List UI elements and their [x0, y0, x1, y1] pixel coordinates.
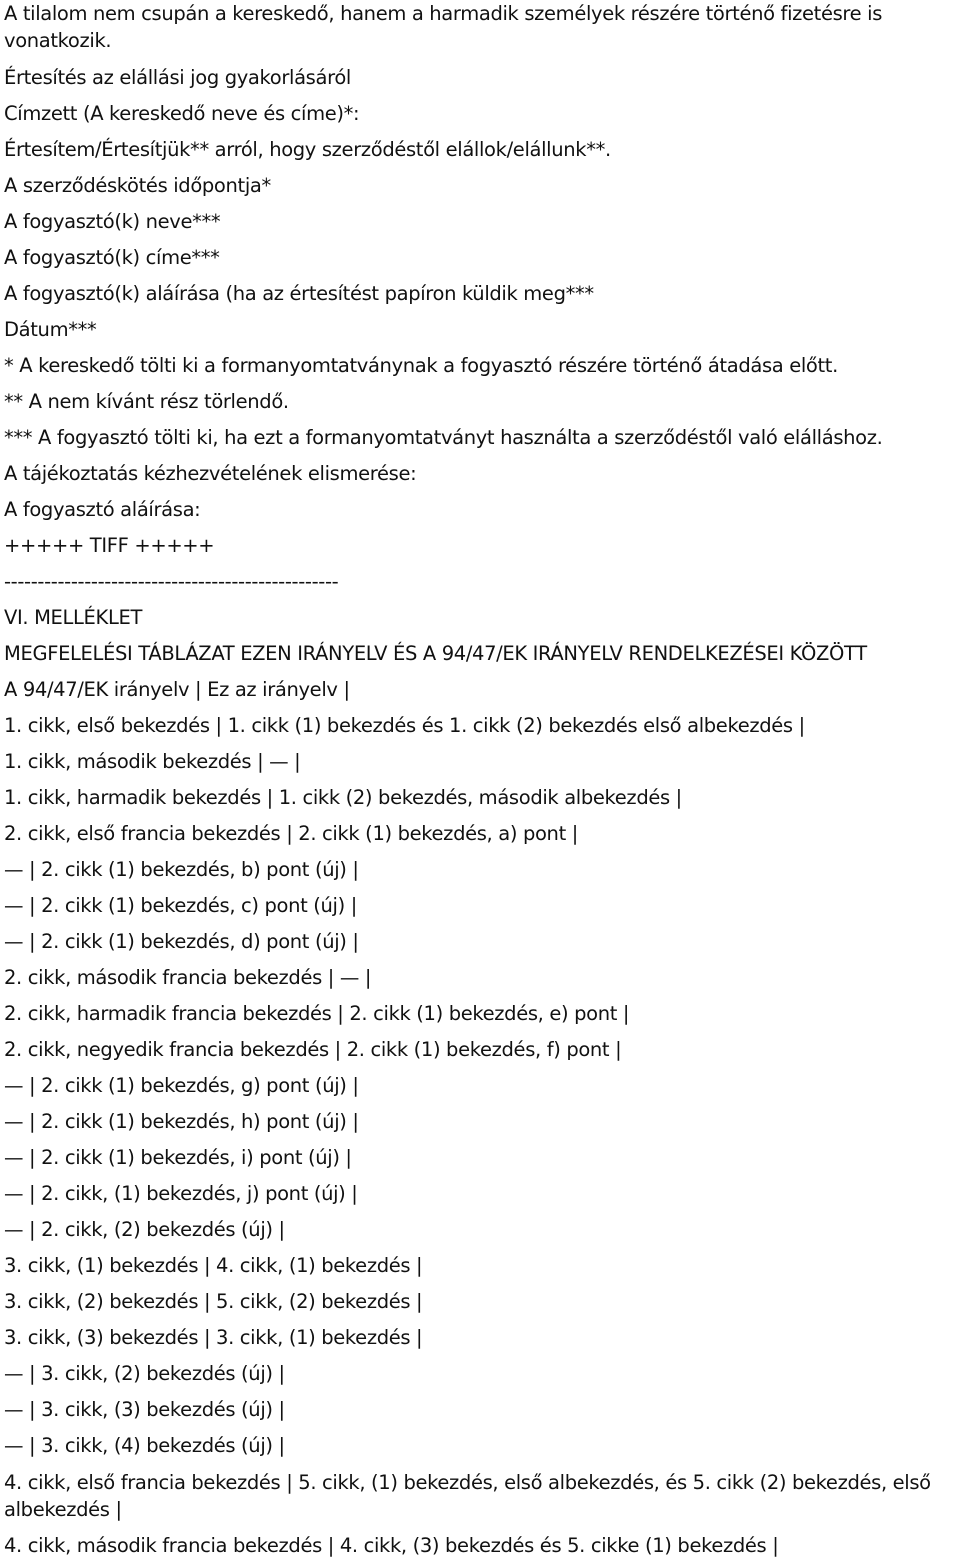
correlation-table-title: MEGFELELÉSI TÁBLÁZAT EZEN IRÁNYELV ÉS A 94/47/EK IRÁNYELV RENDELKEZÉSEI KÖZÖTT [4, 642, 867, 665]
consumer-signature-label: A fogyasztó aláírása: [4, 498, 201, 521]
footnote-3: *** A fogyasztó tölti ki, ha ezt a formanyomtatványt használta a szerződéstől való elálláshoz. [4, 426, 883, 449]
table-row: — | 2. cikk, (2) bekezdés (új) | [4, 1218, 285, 1241]
table-row: 1. cikk, első bekezdés | 1. cikk (1) bekezdés és 1. cikk (2) bekezdés első albekezdés | [4, 714, 805, 737]
consumer-name-line: A fogyasztó(k) neve*** [4, 210, 221, 233]
table-row: 2. cikk, harmadik francia bekezdés | 2. cikk (1) bekezdés, e) pont | [4, 1002, 630, 1025]
recipient-line: Címzett (A kereskedő neve és címe)*: [4, 102, 360, 125]
table-row: — | 3. cikk, (4) bekezdés (új) | [4, 1434, 285, 1457]
date-line: Dátum*** [4, 318, 97, 341]
intro-paragraph: A tilalom nem csupán a kereskedő, hanem a harmadik személyek részére történő fizetésre is vonatkozik. [4, 2, 883, 52]
footnote-2: ** A nem kívánt rész törlendő. [4, 390, 289, 413]
table-row: 2. cikk, negyedik francia bekezdés | 2. cikk (1) bekezdés, f) pont | [4, 1038, 622, 1061]
form-title: Értesítés az elállási jog gyakorlásáról [4, 66, 351, 89]
table-row: — | 2. cikk (1) bekezdés, c) pont (új) | [4, 894, 357, 917]
consumer-signature-line: A fogyasztó(k) aláírása (ha az értesítést papíron küldik meg*** [4, 282, 594, 305]
table-row: 3. cikk, (2) bekezdés | 5. cikk, (2) bekezdés | [4, 1290, 423, 1313]
table-row: — | 3. cikk, (3) bekezdés (új) | [4, 1398, 285, 1421]
notice-line: Értesítem/Értesítjük** arról, hogy szerződéstől elállok/elállunk**. [4, 138, 611, 161]
acknowledgement-line: A tájékoztatás kézhezvételének elismerése: [4, 462, 417, 485]
table-row: — | 2. cikk, (1) bekezdés, j) pont (új) | [4, 1182, 358, 1205]
table-row: — | 2. cikk (1) bekezdés, i) pont (új) | [4, 1146, 352, 1169]
table-row: 1. cikk, harmadik bekezdés | 1. cikk (2) bekezdés, második albekezdés | [4, 786, 682, 809]
table-row: 3. cikk, (1) bekezdés | 4. cikk, (1) bekezdés | [4, 1254, 423, 1277]
table-row: — | 2. cikk (1) bekezdés, g) pont (új) | [4, 1074, 359, 1097]
table-row: — | 3. cikk, (2) bekezdés (új) | [4, 1362, 285, 1385]
table-row: 4. cikk, első francia bekezdés | 5. cikk, (1) bekezdés, első albekezdés, és 5. cikk (2) bekezdés, első albekezdés | [4, 1471, 931, 1521]
table-row: 1. cikk, második bekezdés | — | [4, 750, 301, 773]
separator-line: -------------------------------------------------- [4, 570, 339, 593]
annex-heading: VI. MELLÉKLET [4, 606, 143, 629]
table-row: — | 2. cikk (1) bekezdés, h) pont (új) | [4, 1110, 359, 1133]
tiff-marker: +++++ TIFF +++++ [4, 534, 215, 557]
table-row: 2. cikk, második francia bekezdés | — | [4, 966, 372, 989]
contract-date-line: A szerződéskötés időpontja* [4, 174, 271, 197]
table-row: 2. cikk, első francia bekezdés | 2. cikk (1) bekezdés, a) pont | [4, 822, 578, 845]
table-row: — | 2. cikk (1) bekezdés, b) pont (új) | [4, 858, 359, 881]
table-row: 4. cikk, második francia bekezdés | 4. cikk, (3) bekezdés és 5. cikke (1) bekezdés | [4, 1534, 779, 1557]
footnote-1: * A kereskedő tölti ki a formanyomtatványnak a fogyasztó részére történő átadása előtt. [4, 354, 838, 377]
table-row: 3. cikk, (3) bekezdés | 3. cikk, (1) bekezdés | [4, 1326, 423, 1349]
consumer-address-line: A fogyasztó(k) címe*** [4, 246, 220, 269]
table-row: — | 2. cikk (1) bekezdés, d) pont (új) | [4, 930, 359, 953]
table-header-row: A 94/47/EK irányelv | Ez az irányelv | [4, 678, 350, 701]
